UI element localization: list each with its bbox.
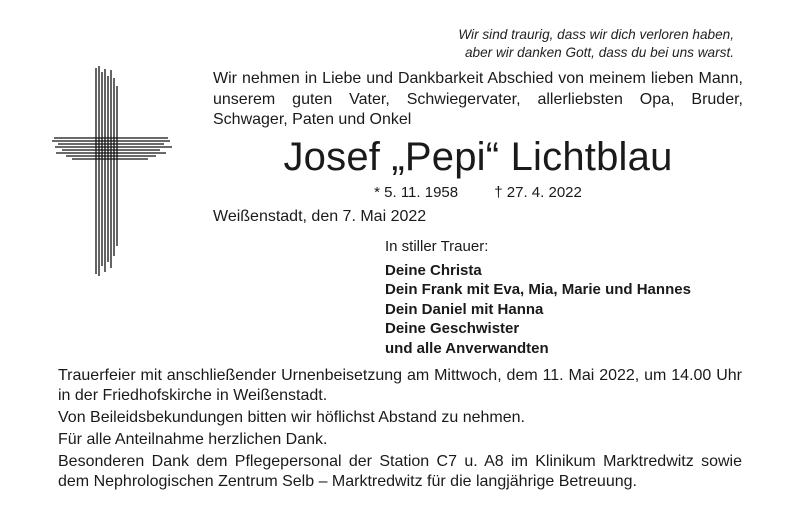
quote xyxy=(374,26,734,62)
mourner: Dein Frank mit Eva, Mia, Marie und Hannes xyxy=(385,281,691,299)
quote-line-2: aber wir danken Gott, dass du bei uns warst. xyxy=(465,45,734,60)
funeral-info: Trauerfeier mit anschließender Urnenbeisetzung am Mittwoch, dem 11. Mai 2022, um 14.00 Uhr in der Friedhofskirche in Weißenstadt. xyxy=(58,367,742,404)
condolence-note: Von Beileidsbekundungen bitten wir höflichst Abstand zu nehmen. xyxy=(58,409,525,426)
birth-date: * 5. 11. 1958 xyxy=(374,184,459,201)
thanks-note: Für alle Anteilnahme herzlichen Dank. xyxy=(58,431,328,448)
deceased-name: Josef „Pepi“ Lichtblau xyxy=(283,135,673,179)
place-date: Weißenstadt, den 7. Mai 2022 xyxy=(213,208,427,225)
mourner: Deine Christa xyxy=(385,262,482,279)
death-date: † 27. 4. 2022 xyxy=(494,184,582,201)
mourner: Dein Daniel mit Hanna xyxy=(385,300,544,318)
mourner: Deine Geschwister xyxy=(385,320,520,338)
cross-icon xyxy=(52,66,172,276)
mourner: und alle Anverwandten xyxy=(385,339,549,357)
mourners-list xyxy=(385,261,691,358)
mourning-label: In stiller Trauer: xyxy=(385,238,489,255)
life-dates xyxy=(213,183,743,203)
notice-details xyxy=(58,366,742,494)
quote-line-1: Wir sind traurig, dass wir dich verloren haben, xyxy=(458,27,734,42)
intro-text: Wir nehmen in Liebe und Dankbarkeit Abschied von meinem lieben Mann, unserem guten Vater, Schwiegervater, allerliebsten Opa, Bruder, Schwager, Paten und Onkel xyxy=(213,70,743,128)
special-thanks: Besonderen Dank dem Pflegepersonal der Station C7 u. A8 im Klinikum Marktredwitz sowie dem Nephrologischen Zentrum Selb – Marktredwitz für die langjährige Betreuung. xyxy=(58,453,742,490)
